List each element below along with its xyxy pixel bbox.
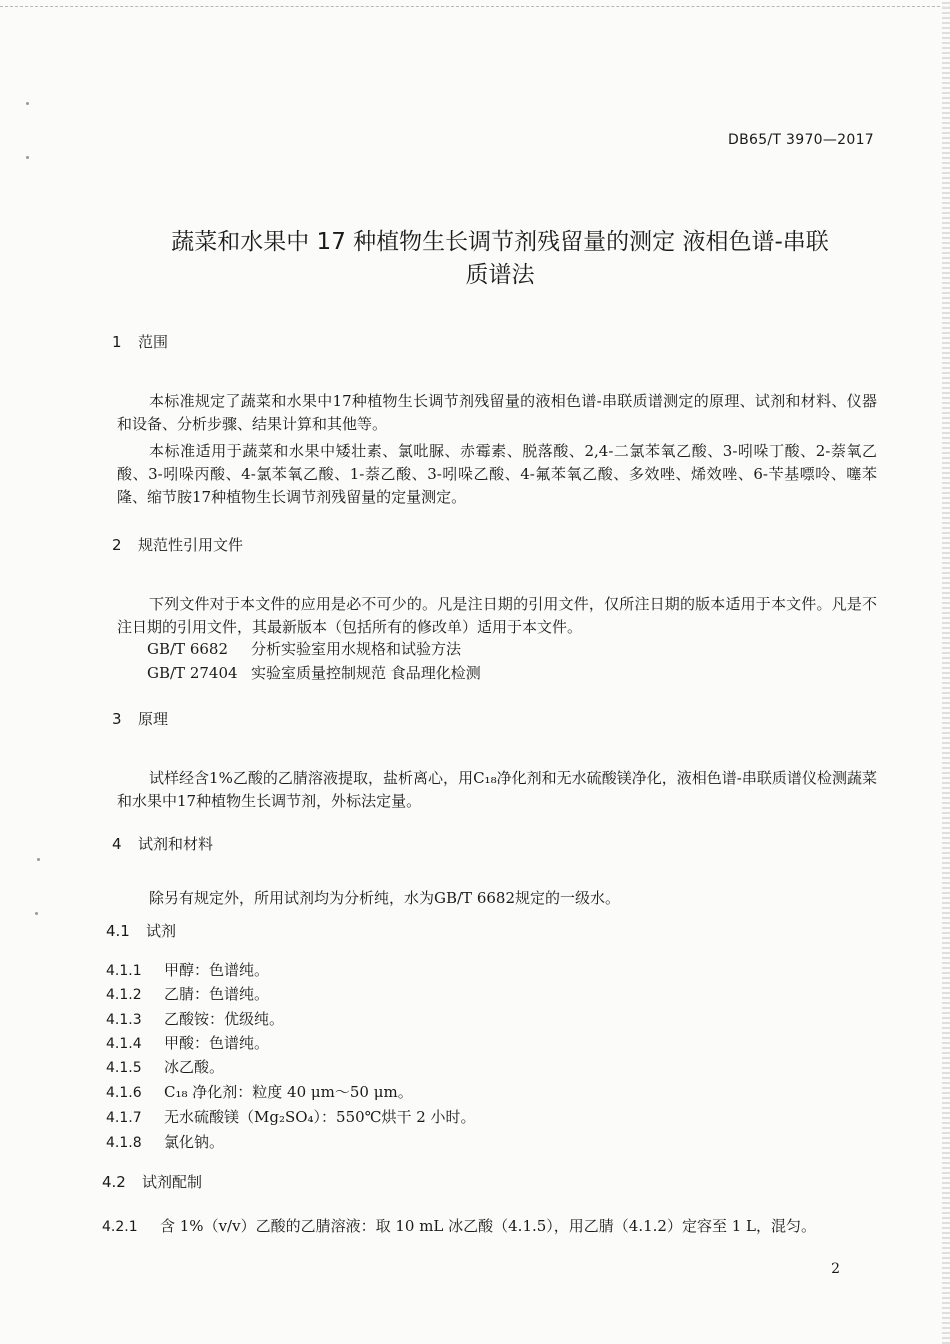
item-text: 无水硫酸镁（Mg₂SO₄）：550℃烘干 2 小时。 (164, 1108, 476, 1126)
item-text: C₁₈ 净化剂：粒度 40 μm～50 μm。 (164, 1083, 413, 1101)
scan-edge-top (0, 0, 950, 7)
subsection-title: 试剂 (146, 922, 177, 940)
subsection-heading-reagent-prep (102, 1171, 202, 1192)
scope-paragraph-2: 本标准适用于蔬菜和水果中矮壮素、氯吡脲、赤霉素、脱落酸、2,4-二氯苯氧乙酸、3-吲哚丁酸、2-萘氧乙酸、3-吲哚丙酸、4-氯苯氧乙酸、1-萘乙酸、3-吲哚乙酸、4-氟苯氧乙酸、多效唑、烯效唑、6-苄基嘌呤、噻苯隆、缩节胺17种植物生长调节剂残留量的定量测定。 (117, 442, 877, 506)
section-number: 2 (112, 536, 122, 554)
reagent-item (106, 959, 269, 980)
reagent-prep-item (102, 1215, 816, 1236)
subsection-number: 4.1 (106, 922, 130, 940)
document-title-line-2: 质谱法 (465, 262, 535, 288)
item-number: 4.1.7 (106, 1110, 142, 1126)
item-number: 4.2.1 (102, 1219, 138, 1235)
reagent-item (106, 1032, 269, 1053)
page-number: 2 (831, 1261, 840, 1277)
item-number: 4.1.1 (106, 963, 142, 979)
section-number: 3 (112, 710, 122, 728)
section-title: 规范性引用文件 (138, 536, 244, 554)
reference-code: GB/T 27404 (147, 664, 238, 682)
item-number: 4.1.4 (106, 1036, 142, 1052)
section-title: 范围 (138, 333, 169, 351)
section-number: 4 (112, 835, 122, 853)
item-text: 乙腈：色谱纯。 (164, 985, 270, 1003)
item-text: 乙酸铵：优级纯。 (164, 1010, 285, 1028)
section-number: 1 (112, 333, 122, 351)
section-title: 试剂和材料 (138, 835, 214, 853)
reagent-item (106, 1056, 224, 1077)
scan-speck (35, 912, 38, 915)
standard-code: DB65/T 3970—2017 (728, 132, 874, 148)
subsection-heading-reagents (106, 920, 176, 941)
item-number: 4.1.3 (106, 1012, 142, 1028)
scan-speck (37, 858, 40, 861)
reagent-item (106, 1081, 413, 1102)
item-text: 冰乙酸。 (164, 1058, 225, 1076)
scope-paragraph-1: 本标准规定了蔬菜和水果中17种植物生长调节剂残留量的液相色谱-串联质谱测定的原理、试剂和材料、仪器和设备、分析步骤、结果计算和其他等。 (117, 392, 877, 433)
section-heading-scope (112, 331, 168, 352)
principle-paragraph-1: 试样经含1%乙酸的乙腈溶液提取，盐析离心，用C₁₈净化剂和无水硫酸镁净化，液相色谱-串联质谱仪检测蔬菜和水果中17种植物生长调节剂，外标法定量。 (117, 769, 877, 810)
scan-edge-right (942, 0, 950, 1344)
document-title-line-1: 蔬菜和水果中 17 种植物生长调节剂残留量的测定 液相色谱-串联 (171, 229, 829, 255)
item-text: 含 1%（v/v）乙酸的乙腈溶液：取 10 mL 冰乙酸（4.1.5），用乙腈（4.1.2）定容至 1 L，混匀。 (160, 1217, 817, 1235)
item-text: 甲醇：色谱纯。 (164, 961, 270, 979)
normative-paragraph-1: 下列文件对于本文件的应用是必不可少的。凡是注日期的引用文件，仅所注日期的版本适用于本文件。凡是不注日期的引用文件，其最新版本（包括所有的修改单）适用于本文件。 (117, 595, 877, 636)
section-heading-reagents (112, 833, 213, 854)
reference-item (147, 662, 481, 683)
reference-title: 分析实验室用水规格和试验方法 (251, 640, 462, 658)
section-title: 原理 (138, 710, 169, 728)
reagent-item (106, 1106, 476, 1127)
reference-code: GB/T 6682 (147, 640, 229, 658)
reference-item (147, 638, 461, 659)
section-heading-normative (112, 534, 243, 555)
item-number: 4.1.8 (106, 1135, 142, 1151)
subsection-number: 4.2 (102, 1173, 126, 1191)
reference-title: 实验室质量控制规范 食品理化检测 (251, 664, 481, 682)
scan-speck (26, 102, 29, 105)
item-number: 4.1.6 (106, 1085, 142, 1101)
item-text: 甲酸：色谱纯。 (164, 1034, 270, 1052)
reagent-item (106, 983, 269, 1004)
reagent-item (106, 1131, 224, 1152)
item-text: 氯化钠。 (164, 1133, 225, 1151)
item-number: 4.1.2 (106, 987, 142, 1003)
subsection-title: 试剂配制 (142, 1173, 203, 1191)
item-number: 4.1.5 (106, 1060, 142, 1076)
scan-speck (26, 156, 29, 159)
section-heading-principle (112, 708, 168, 729)
reagents-paragraph-1: 除另有规定外，所用试剂均为分析纯，水为GB/T 6682规定的一级水。 (149, 889, 621, 907)
reagent-item (106, 1008, 284, 1029)
